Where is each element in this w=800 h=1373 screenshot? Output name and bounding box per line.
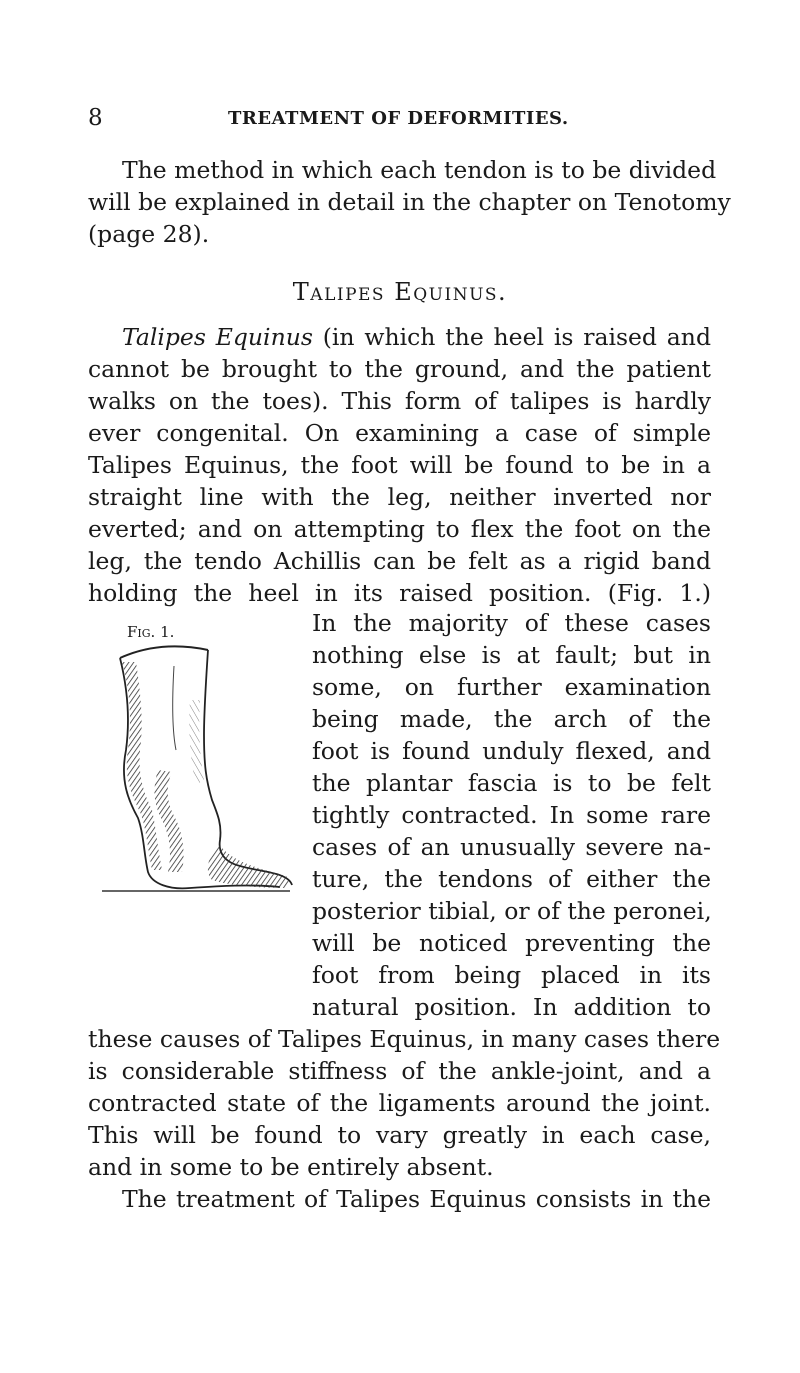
para3-line: The treatment of Talipes Equinus consists in the <box>122 1185 711 1213</box>
toes-shading <box>208 845 289 888</box>
para1-line: straight line with the leg, neither inverted nor <box>88 483 711 511</box>
para1-line: holding the heel in its raised position. (Fig. 1.) <box>88 579 711 607</box>
para1-line: Talipes Equinus, the foot will be found to be in a <box>88 451 711 479</box>
para2-column-line: ture, the tendons of either the <box>312 865 711 893</box>
para1-line: walks on the toes). This form of talipes is hardly <box>88 387 711 415</box>
para2-column-line: some, on further examination <box>312 673 711 701</box>
para2-column-line: natural position. In addition to <box>312 993 711 1021</box>
para1-first-line-rest: (in which the heel is raised and <box>312 323 711 351</box>
para2-column-line: posterior tibial, or of the peronei, <box>312 897 712 925</box>
para2-column-line: nothing else is at fault; but in <box>312 641 711 669</box>
para2-column-line: In the majority of these cases <box>312 609 711 637</box>
leg-top-outline <box>120 646 208 658</box>
para2-line: these causes of Talipes Equinus, in many cases there <box>88 1025 721 1053</box>
figure-caption: Fig. 1. <box>127 623 175 641</box>
inner-contour <box>173 666 176 750</box>
intro-line: will be explained in detail in the chapter on Tenotomy <box>88 188 731 216</box>
para1-line: cannot be brought to the ground, and the patient <box>88 355 711 383</box>
para2-column-line: being made, the arch of the <box>312 705 711 733</box>
italic-term: Talipes Equinus <box>122 323 313 351</box>
para1-line: leg, the tendo Achillis can be felt as a rigid band <box>88 547 711 575</box>
section-title: Talipes Equinus. <box>292 278 508 306</box>
intro-line: (page 28). <box>88 220 210 248</box>
page-header <box>88 103 728 133</box>
para2-line: is considerable stiffness of the ankle-joint, and a <box>88 1057 711 1085</box>
para2-line: This will be found to vary greatly in each case, <box>88 1121 711 1149</box>
para2-column-line: tightly contracted. In some rare <box>312 801 711 829</box>
para2-column-line: the plantar fascia is to be felt <box>312 769 711 797</box>
intro-line: The method in which each tendon is to be divided <box>122 156 717 184</box>
para2-column-line: foot is found unduly flexed, and <box>312 737 711 765</box>
para2-column-line: will be noticed preventing the <box>312 929 711 957</box>
para1-line: everted; and on attempting to flex the foot on the <box>88 515 711 543</box>
foot-illustration <box>100 640 300 900</box>
para2-column-line: cases of an unusually severe na- <box>312 833 711 861</box>
para2-line: and in some to be entirely absent. <box>88 1153 494 1181</box>
page-number: 8 <box>88 105 103 131</box>
para1-line: ever congenital. On examining a case of simple <box>88 419 711 447</box>
para1-first-line <box>122 322 711 352</box>
para2-line: contracted state of the ligaments around the joint. <box>88 1089 711 1117</box>
shin-shading <box>189 700 204 785</box>
para2-column-line: foot from being placed in its <box>312 961 711 989</box>
running-head: TREATMENT OF DEFORMITIES. <box>228 108 569 129</box>
